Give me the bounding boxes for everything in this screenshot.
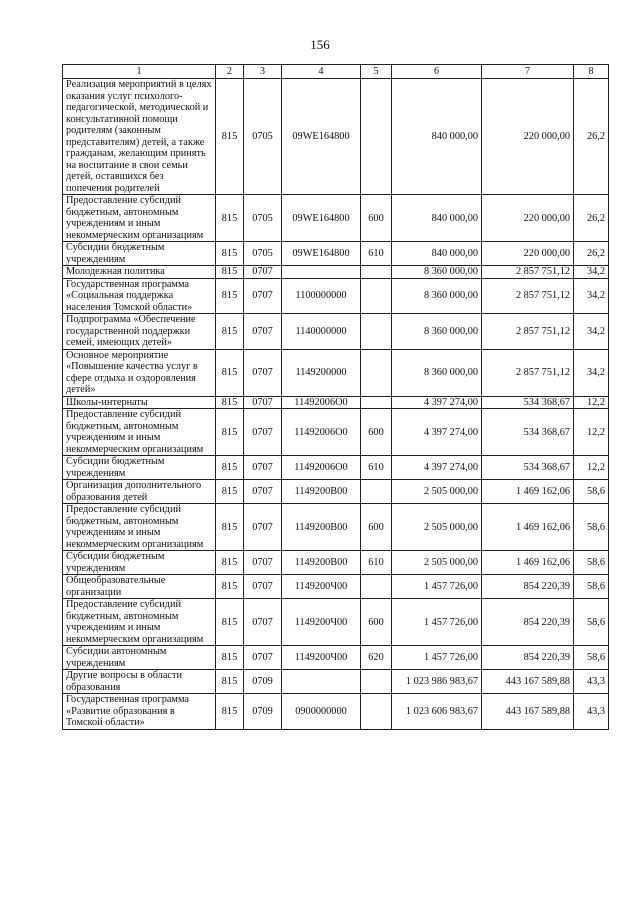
- target-article-cell: 11492006О0: [282, 396, 361, 409]
- table-header-row: [63, 65, 609, 79]
- section-code-cell: 0707: [244, 504, 282, 551]
- executed-amount-cell: 534 368,67: [482, 409, 574, 456]
- executed-amount-cell: 220 000,00: [482, 195, 574, 242]
- percent-cell: 58,6: [574, 504, 609, 551]
- planned-amount-cell: 2 505 000,00: [392, 480, 482, 504]
- executed-amount-cell: 854 220,39: [482, 575, 574, 599]
- executed-amount-cell: 1 469 162,06: [482, 551, 574, 575]
- ved-code-cell: 815: [216, 551, 244, 575]
- percent-cell: 58,6: [574, 551, 609, 575]
- page-number: 156: [310, 37, 330, 52]
- table-row: [63, 646, 609, 670]
- table-body: [63, 79, 609, 730]
- target-article-cell: 11492006О0: [282, 456, 361, 480]
- ved-code-cell: 815: [216, 79, 244, 195]
- expense-type-cell: [361, 575, 392, 599]
- planned-amount-cell: 2 505 000,00: [392, 551, 482, 575]
- expense-type-cell: [361, 396, 392, 409]
- row-name-cell: Подпрограмма «Обеспечение государственной поддержки семей, имеющих детей»: [63, 314, 216, 350]
- table-row: [63, 242, 609, 266]
- executed-amount-cell: 2 857 751,12: [482, 278, 574, 314]
- expense-type-cell: 600: [361, 599, 392, 646]
- header-col-3: 3: [244, 65, 282, 79]
- section-code-cell: 0709: [244, 694, 282, 730]
- percent-cell: 12,2: [574, 409, 609, 456]
- executed-amount-cell: 2 857 751,12: [482, 266, 574, 279]
- ved-code-cell: 815: [216, 396, 244, 409]
- target-article-cell: [282, 670, 361, 694]
- table-row: [63, 278, 609, 314]
- target-article-cell: 1149200В00: [282, 551, 361, 575]
- expense-type-cell: 620: [361, 646, 392, 670]
- planned-amount-cell: 1 457 726,00: [392, 575, 482, 599]
- percent-cell: 26,2: [574, 195, 609, 242]
- ved-code-cell: 815: [216, 599, 244, 646]
- expense-type-cell: [361, 349, 392, 396]
- row-name-cell: Предоставление субсидий бюджетным, автономным учреждениям и иным некоммерческим организациям: [63, 195, 216, 242]
- table-row: [63, 599, 609, 646]
- planned-amount-cell: 4 397 274,00: [392, 456, 482, 480]
- planned-amount-cell: 840 000,00: [392, 79, 482, 195]
- table-row: [63, 575, 609, 599]
- target-article-cell: 09WE164800: [282, 79, 361, 195]
- target-article-cell: 1149200Ч00: [282, 575, 361, 599]
- section-code-cell: 0707: [244, 349, 282, 396]
- ved-code-cell: 815: [216, 694, 244, 730]
- target-article-cell: 09WE164800: [282, 242, 361, 266]
- expense-type-cell: 600: [361, 504, 392, 551]
- target-article-cell: [282, 266, 361, 279]
- target-article-cell: 1140000000: [282, 314, 361, 350]
- table-row: [63, 349, 609, 396]
- executed-amount-cell: 220 000,00: [482, 242, 574, 266]
- ved-code-cell: 815: [216, 278, 244, 314]
- target-article-cell: 1149200Ч00: [282, 646, 361, 670]
- section-code-cell: 0707: [244, 599, 282, 646]
- row-name-cell: Субсидии автономным учреждениям: [63, 646, 216, 670]
- planned-amount-cell: 8 360 000,00: [392, 349, 482, 396]
- planned-amount-cell: 8 360 000,00: [392, 314, 482, 350]
- table-row: [63, 670, 609, 694]
- row-name-cell: Основное мероприятие «Повышение качества услуг в сфере отдыха и оздоровления детей»: [63, 349, 216, 396]
- budget-table: [62, 64, 609, 730]
- executed-amount-cell: 220 000,00: [482, 79, 574, 195]
- executed-amount-cell: 2 857 751,12: [482, 349, 574, 396]
- ved-code-cell: 815: [216, 646, 244, 670]
- section-code-cell: 0707: [244, 278, 282, 314]
- executed-amount-cell: 443 167 589,88: [482, 670, 574, 694]
- ved-code-cell: 815: [216, 480, 244, 504]
- executed-amount-cell: 2 857 751,12: [482, 314, 574, 350]
- section-code-cell: 0707: [244, 396, 282, 409]
- table-row: [63, 195, 609, 242]
- percent-cell: 58,6: [574, 646, 609, 670]
- target-article-cell: 1149200В00: [282, 480, 361, 504]
- header-col-1: 1: [63, 65, 216, 79]
- percent-cell: 12,2: [574, 456, 609, 480]
- table-row: [63, 480, 609, 504]
- table-row: [63, 409, 609, 456]
- planned-amount-cell: 1 023 606 983,67: [392, 694, 482, 730]
- executed-amount-cell: 854 220,39: [482, 599, 574, 646]
- executed-amount-cell: 534 368,67: [482, 396, 574, 409]
- target-article-cell: 1149200Ч00: [282, 599, 361, 646]
- percent-cell: 26,2: [574, 242, 609, 266]
- section-code-cell: 0707: [244, 456, 282, 480]
- row-name-cell: Государственная программа «Социальная поддержка населения Томской области»: [63, 278, 216, 314]
- percent-cell: 34,2: [574, 266, 609, 279]
- target-article-cell: 1149200В00: [282, 504, 361, 551]
- ved-code-cell: 815: [216, 314, 244, 350]
- section-code-cell: 0707: [244, 646, 282, 670]
- row-name-cell: Предоставление субсидий бюджетным, автономным учреждениям и иным некоммерческим организациям: [63, 409, 216, 456]
- executed-amount-cell: 443 167 589,88: [482, 694, 574, 730]
- executed-amount-cell: 1 469 162,06: [482, 480, 574, 504]
- ved-code-cell: 815: [216, 242, 244, 266]
- section-code-cell: 0707: [244, 551, 282, 575]
- planned-amount-cell: 4 397 274,00: [392, 396, 482, 409]
- expense-type-cell: [361, 670, 392, 694]
- header-col-2: 2: [216, 65, 244, 79]
- planned-amount-cell: 2 505 000,00: [392, 504, 482, 551]
- ved-code-cell: 815: [216, 575, 244, 599]
- table-row: [63, 504, 609, 551]
- table-row: [63, 396, 609, 409]
- planned-amount-cell: 840 000,00: [392, 195, 482, 242]
- percent-cell: 58,6: [574, 480, 609, 504]
- target-article-cell: 1100000000: [282, 278, 361, 314]
- expense-type-cell: [361, 278, 392, 314]
- expense-type-cell: [361, 314, 392, 350]
- section-code-cell: 0707: [244, 314, 282, 350]
- header-col-4: 4: [282, 65, 361, 79]
- header-col-5: 5: [361, 65, 392, 79]
- expense-type-cell: 610: [361, 551, 392, 575]
- table-row: [63, 551, 609, 575]
- percent-cell: 43,3: [574, 694, 609, 730]
- ved-code-cell: 815: [216, 456, 244, 480]
- executed-amount-cell: 854 220,39: [482, 646, 574, 670]
- row-name-cell: Субсидии бюджетным учреждениям: [63, 456, 216, 480]
- expense-type-cell: [361, 79, 392, 195]
- section-code-cell: 0707: [244, 480, 282, 504]
- row-name-cell: Школы-интернаты: [63, 396, 216, 409]
- target-article-cell: 1149200000: [282, 349, 361, 396]
- expense-type-cell: [361, 266, 392, 279]
- expense-type-cell: 600: [361, 195, 392, 242]
- row-name-cell: Общеобразовательные организации: [63, 575, 216, 599]
- section-code-cell: 0707: [244, 575, 282, 599]
- row-name-cell: Государственная программа «Развитие образования в Томской области»: [63, 694, 216, 730]
- ved-code-cell: 815: [216, 349, 244, 396]
- ved-code-cell: 815: [216, 195, 244, 242]
- expense-type-cell: 610: [361, 456, 392, 480]
- ved-code-cell: 815: [216, 266, 244, 279]
- row-name-cell: Субсидии бюджетным учреждениям: [63, 242, 216, 266]
- planned-amount-cell: 1 023 986 983,67: [392, 670, 482, 694]
- percent-cell: 58,6: [574, 575, 609, 599]
- section-code-cell: 0705: [244, 242, 282, 266]
- table-row: [63, 456, 609, 480]
- table-row: [63, 266, 609, 279]
- percent-cell: 43,3: [574, 670, 609, 694]
- executed-amount-cell: 534 368,67: [482, 456, 574, 480]
- header-col-6: 6: [392, 65, 482, 79]
- ved-code-cell: 815: [216, 504, 244, 551]
- header-col-8: 8: [574, 65, 609, 79]
- expense-type-cell: [361, 694, 392, 730]
- ved-code-cell: 815: [216, 670, 244, 694]
- percent-cell: 58,6: [574, 599, 609, 646]
- section-code-cell: 0705: [244, 195, 282, 242]
- section-code-cell: 0707: [244, 266, 282, 279]
- percent-cell: 34,2: [574, 314, 609, 350]
- row-name-cell: Реализация мероприятий в целях оказания услуг психолого-педагогической, методической и консультативной помощи родителям (законным представителям) детей, а также гражданам, желающим принять на воспитание в свои семьи детей, оставшихся без попечения родителей: [63, 79, 216, 195]
- row-name-cell: Другие вопросы в области образования: [63, 670, 216, 694]
- section-code-cell: 0709: [244, 670, 282, 694]
- target-article-cell: 0900000000: [282, 694, 361, 730]
- ved-code-cell: 815: [216, 409, 244, 456]
- planned-amount-cell: 8 360 000,00: [392, 278, 482, 314]
- expense-type-cell: 610: [361, 242, 392, 266]
- table-row: [63, 79, 609, 195]
- table-row: [63, 694, 609, 730]
- table-row: [63, 314, 609, 350]
- section-code-cell: 0707: [244, 409, 282, 456]
- planned-amount-cell: 840 000,00: [392, 242, 482, 266]
- percent-cell: 26,2: [574, 79, 609, 195]
- row-name-cell: Предоставление субсидий бюджетным, автономным учреждениям и иным некоммерческим организациям: [63, 599, 216, 646]
- row-name-cell: Молодежная политика: [63, 266, 216, 279]
- percent-cell: 12,2: [574, 396, 609, 409]
- target-article-cell: 09WE164800: [282, 195, 361, 242]
- planned-amount-cell: 8 360 000,00: [392, 266, 482, 279]
- section-code-cell: 0705: [244, 79, 282, 195]
- executed-amount-cell: 1 469 162,06: [482, 504, 574, 551]
- row-name-cell: Предоставление субсидий бюджетным, автономным учреждениям и иным некоммерческим организациям: [63, 504, 216, 551]
- percent-cell: 34,2: [574, 349, 609, 396]
- row-name-cell: Субсидии бюджетным учреждениям: [63, 551, 216, 575]
- expense-type-cell: 600: [361, 409, 392, 456]
- planned-amount-cell: 1 457 726,00: [392, 599, 482, 646]
- expense-type-cell: [361, 480, 392, 504]
- percent-cell: 34,2: [574, 278, 609, 314]
- planned-amount-cell: 1 457 726,00: [392, 646, 482, 670]
- row-name-cell: Организация дополнительного образования детей: [63, 480, 216, 504]
- target-article-cell: 11492006О0: [282, 409, 361, 456]
- planned-amount-cell: 4 397 274,00: [392, 409, 482, 456]
- header-col-7: 7: [482, 65, 574, 79]
